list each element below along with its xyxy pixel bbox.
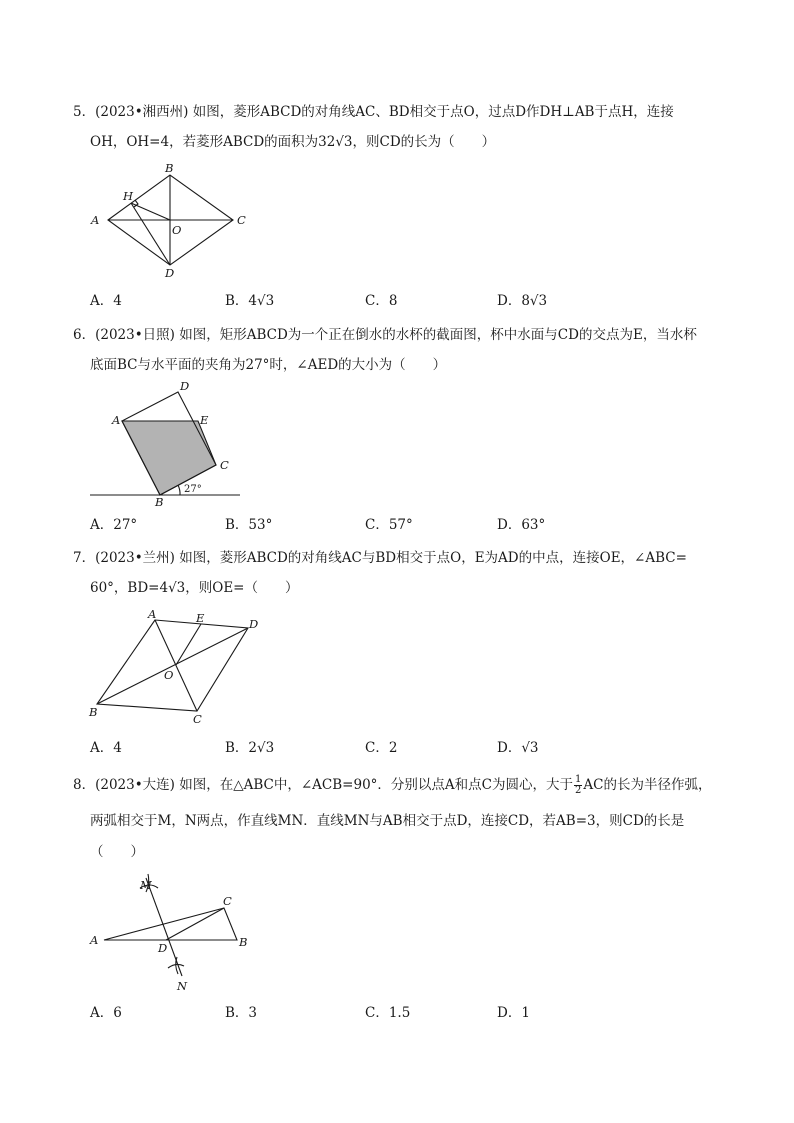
q8-text-line2: 两弧相交于M，N两点，作直线MN．直线MN与AB相交于点D，连接CD，若AB=3，则CD的长是 <box>90 813 685 829</box>
q7-label-a: A <box>148 607 157 621</box>
q8-label-a: A <box>90 933 99 947</box>
q8-label-b: B <box>239 935 248 949</box>
q8-text-line1b: AC的长为半径作弧， <box>583 777 712 793</box>
q7-option-a[interactable]: A．4 <box>90 740 122 756</box>
q5-label-h: H <box>123 189 134 203</box>
q6-label-c: C <box>220 458 229 472</box>
q5-label-a: A <box>91 213 100 227</box>
q7-option-c[interactable]: C．2 <box>365 740 398 756</box>
q7-label-e: E <box>196 611 205 625</box>
q8-label-c: C <box>223 894 232 908</box>
q8-option-c[interactable]: C．1.5 <box>365 1005 411 1021</box>
q8-option-b[interactable]: B．3 <box>225 1005 258 1021</box>
q6-option-b[interactable]: B．53° <box>225 517 273 533</box>
q8-text-line3: （ ） <box>90 844 144 860</box>
q7-text-line2: 60°，BD=4√3，则OE=（ ） <box>90 580 299 596</box>
q8-label-n: N <box>177 979 188 993</box>
q6-label-a: A <box>112 413 121 427</box>
q5-label-d: D <box>165 266 175 280</box>
q7-label-c: C <box>193 712 202 726</box>
q8-text-line1 <box>73 775 711 796</box>
q5-text-line2: OH，OH=4，若菱形ABCD的面积为32√3，则CD的长为（ ） <box>90 134 496 150</box>
q5-rhombus-figure <box>85 160 255 280</box>
q7-option-b[interactable]: B．2√3 <box>225 740 275 756</box>
q7-label-o: O <box>164 668 174 682</box>
q5-label-o: O <box>172 223 182 237</box>
q6-label-d: D <box>180 379 190 393</box>
q8-fraction-denominator: 2 <box>575 785 582 796</box>
q8-option-a[interactable]: A．6 <box>90 1005 122 1021</box>
q8-label-m: M <box>140 878 152 892</box>
q5-label-c: C <box>237 213 246 227</box>
q5-option-b[interactable]: B．4√3 <box>225 293 275 309</box>
q8-option-d[interactable]: D．1 <box>497 1005 530 1021</box>
q6-text-line1: 6．(2023•日照) 如图，矩形ABCD为一个正在倒水的水杯的截面图，杯中水面与CD的交点为E，当水杯 <box>73 327 697 343</box>
q5-option-c[interactable]: C．8 <box>365 293 398 309</box>
q8-construction-figure <box>88 866 263 996</box>
q6-angle-label: 27° <box>184 484 202 495</box>
q6-option-c[interactable]: C．57° <box>365 517 413 533</box>
q8-fraction <box>574 775 582 796</box>
q8-fraction-numerator: 1 <box>575 774 582 785</box>
q8-text-line1a: 8．(2023•大连) 如图，在△ABC中，∠ACB=90°．分别以点A和点C为圆心，大于 <box>73 777 573 793</box>
q7-text-line1: 7．(2023•兰州) 如图，菱形ABCD的对角线AC与BD相交于点O，E为AD的中点，连接OE，∠ABC= <box>73 550 687 566</box>
q8-label-d: D <box>158 941 168 955</box>
q6-text-line2: 底面BC与水平面的夹角为27°时，∠AED的大小为（ ） <box>90 357 447 373</box>
q7-label-b: B <box>89 705 98 719</box>
q6-label-b: B <box>155 495 164 509</box>
q7-option-d[interactable]: D．√3 <box>497 740 539 756</box>
q5-option-a[interactable]: A．4 <box>90 293 122 309</box>
q6-label-e: E <box>200 413 209 427</box>
q6-option-a[interactable]: A．27° <box>90 517 138 533</box>
q6-option-d[interactable]: D．63° <box>497 517 546 533</box>
q5-option-d[interactable]: D．8√3 <box>497 293 548 309</box>
q6-water-cup-figure <box>88 378 248 510</box>
q5-label-b: B <box>165 161 174 175</box>
q7-label-d: D <box>249 617 259 631</box>
q5-text-line1: 5．(2023•湘西州) 如图，菱形ABCD的对角线AC、BD相交于点O，过点D作DH⊥AB于点H，连接 <box>73 104 674 120</box>
q7-rhombus-figure <box>85 608 265 726</box>
